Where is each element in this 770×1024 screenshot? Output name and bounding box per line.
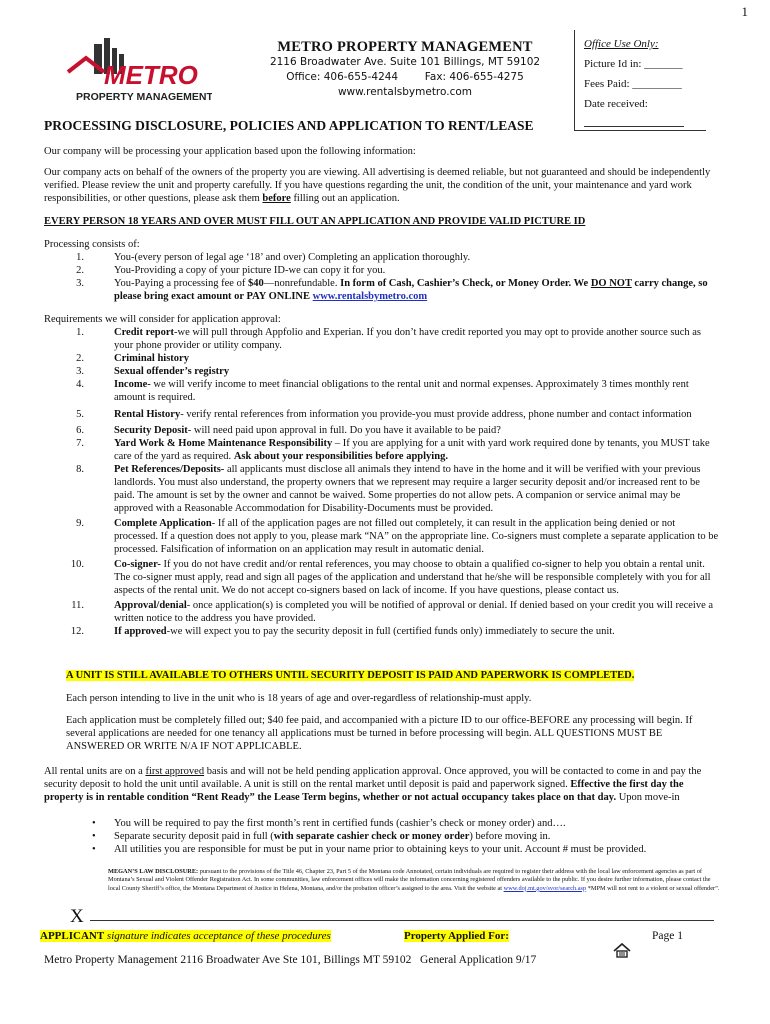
fees-paid-field[interactable]: Fees Paid: _________ — [584, 78, 682, 90]
list-item: • You will be required to pay the first month’s rent in certified funds (cashier’s check or money order) and…. — [92, 818, 566, 829]
unit-available-notice: A UNIT IS STILL AVAILABLE TO OTHERS UNTIL SECURITY DEPOSIT IS PAID AND PAPERWORK IS COMPLETED. — [66, 670, 635, 681]
pay-online-link[interactable]: www.rentalsbymetro.com — [312, 291, 428, 302]
company-address: 2116 Broadwater Ave. Suite 101 Billings, MT 59102 — [269, 56, 541, 68]
office-use-box — [574, 30, 706, 131]
equal-housing-icon — [612, 942, 632, 965]
page-footer: Metro Property Management 2116 Broadwater Ave Ste 101, Billings MT 59102 General Application 9/17 — [44, 954, 537, 966]
list-item: 11. Approval/denial- once application(s) is completed you will be notified of approval or denial. If denied based on your credit you will receive a written notice to the address you have provided. — [71, 600, 714, 624]
before-emphasis: before — [262, 193, 291, 204]
company-name: METRO PROPERTY MANAGEMENT — [277, 39, 533, 55]
requirements-heading: Requirements we will consider for application approval: — [44, 314, 281, 325]
date-received-blank[interactable] — [584, 116, 684, 127]
list-item: 1. You-(every person of legal age ‘18’ and over) Completing an application thoroughly. — [76, 252, 471, 263]
list-item: 8. Pet References/Deposits- all applicants must disclose all animals they intend to have in the home and it will be verified with your previous landlords. You must also understand, the property owners that we represent may require a larger security deposit and/or increased rent to be paid. The amount is set by the owner and cannot be waived. Some properties do not allow pets. A companion or service animal may be approved with a Reasonable Accommodation for Disability-Documents must be provided. — [76, 464, 701, 514]
requirements-list — [44, 326, 720, 638]
each-application-text: Each application must be completely filled out; $40 fee paid, and accompanied with a picture ID to our office-BEFORE any processing will begin. If several applications are needed for one tenancy all applications must be turned in before processing will begin. ALL QUESTIONS MUST BE ANSWERED OR WRITE N/A IF NOT APPLICABLE. — [66, 715, 693, 752]
logo-tagline: PROPERTY MANAGEMENT — [76, 91, 212, 103]
list-item: 12. If approved-we will expect you to pay the security deposit in full (certified funds only) immediately to secure the unit. — [70, 626, 615, 637]
company-website[interactable]: www.rentalsbymetro.com — [337, 86, 473, 98]
logo-word: METRO — [104, 60, 198, 90]
list-item: 9. Complete Application- If all of the application pages are not filled out completely, it can result in the application being denied or not processed. If a question does not apply to you, please mark “NA” on the appropriate line. Co-signers must complete a separate application to be processed. Falsification of information on an application may result in automatic denial. — [76, 518, 719, 555]
intro-1: Our company will be processing your application based upon the following information: — [44, 146, 416, 157]
picture-id-field[interactable]: Picture Id in: _______ — [584, 58, 683, 70]
list-item: 4. Income- we will verify income to meet financial obligations to the rental unit and normal expenses. Approximately 3 times monthly rent amount is required. — [76, 379, 689, 403]
company-header — [260, 40, 550, 100]
every-person-notice: EVERY PERSON 18 YEARS AND OVER MUST FILL OUT AN APPLICATION AND PROVIDE VALID PICTURE ID — [44, 216, 586, 227]
list-item: 1. Credit report-we will pull through Appfolio and Experian. If you don’t have credit reported you may opt to provide another source such as your phone provider or utility company. — [76, 327, 701, 351]
metro-logo — [62, 36, 212, 106]
processing-list — [44, 251, 720, 303]
list-item: 6. Security Deposit- will need paid upon approval in full. Do you have it available to be paid? — [76, 425, 501, 436]
page-number: 1 — [741, 4, 748, 19]
signature-x: X — [70, 906, 84, 927]
list-item: 10. Co-signer- If you do not have credit and/or rental references, you may choose to obtain a qualified co-signer to help you obtain a rental unit. The co-signer must apply, read and sign all pages of the application and understand that he/she will be responsible completely with you for all aspects of the rental unit. We do not accept co-signers based on lack of income. If you have questions, please contact us. — [70, 559, 711, 596]
company-phones: Office: 406-655-4244 Fax: 406-655-4275 — [286, 71, 524, 83]
list-item: 3. You-Paying a processing fee of $40—nonrefundable. In form of Cash, Cashier’s Check, or Money Order. We DO NOT carry change, so please bring exact amount or PAY ONLINE www.rentalsbymetro.com — [76, 278, 708, 302]
each-person-text: Each person intending to live in the unit who is 18 years of age and over-regardless of relationship-must apply. — [66, 693, 532, 704]
applicant-signature-label: APPLICANT signature indicates acceptance of these procedures — [40, 930, 331, 942]
intro-2: Our company acts on behalf of the owners of the property you are viewing. All advertising is deemed reliable, but not guaranteed and should be independently verified. Please review the unit and property carefully. If you have questions regarding the unit, the condition of the unit, your maintenance and yard work responsibilities, or other questions, please ask them before filling out an application. — [44, 167, 711, 204]
list-item: 2. You-Providing a copy of your picture ID-we can copy it for you. — [76, 265, 386, 276]
date-received-field[interactable]: Date received: — [584, 98, 648, 110]
list-item: • Separate security deposit paid in full (with separate cashier check or money order) before moving in. — [92, 831, 551, 842]
list-item: 2. Criminal history — [76, 353, 189, 364]
rental-basis-text: All rental units are on a first approved basis and will not be held pending application approval. Once approved, you will be contacted to come in and pay the security deposit to hold the unit until available. A unit is still on the rental market until deposit is paid and paperwork signed. Effective the first day the property is in rentable condition “Rent Ready” the Lease Term begins, whether or not actual occupancy takes place on that day. Upon move-in — [44, 766, 702, 803]
megans-law-disclosure: MEGAN’S LAW DISCLOSURE: pursuant to the provisions of the Title 46, Chapter 23, Part 5 of the Montana code Annotated, certain individuals are required to register their address with the local law enforcement agencies as part of Montana’s Sexual and Violent Offender Registration Act. In some communities, law enforcement offices will make the information concerning registered offenders available to the public. If you desire further information, please contact the local County Sheriff’s office, the Montana Department of Justice in Helena, Montana, and/or the probation officer’s assigned to the area. Visit the website at www.doj.mt.gov/svor/search.asp *MPM will not rent to a violent or sexual offender”. — [108, 868, 720, 892]
list-item: • All utilities you are responsible for must be put in your name prior to obtaining keys to your unit. Account # must be provided. — [92, 844, 647, 855]
list-item: 3. Sexual offender’s registry — [76, 366, 230, 377]
signature-line[interactable] — [90, 920, 714, 921]
office-use-heading: Office Use Only: — [584, 38, 659, 50]
page-title: PROCESSING DISCLOSURE, POLICIES AND APPLICATION TO RENT/LEASE — [44, 118, 534, 133]
list-item: 7. Yard Work & Home Maintenance Responsibility – If you are applying for a unit with yard work required done by tenants, you MUST take care of the yard as required. Ask about your responsibilities before applying. — [76, 438, 710, 462]
doj-link[interactable]: www.doj.mt.gov/svor/search.asp — [503, 884, 587, 892]
property-applied-for[interactable]: Property Applied For: — [404, 930, 509, 942]
move-in-bullets — [44, 817, 720, 856]
list-item: 5. Rental History- verify rental references from information you provide-you must provide address, phone number and contact information — [76, 409, 692, 420]
page-label: Page 1 — [652, 930, 683, 942]
processing-heading: Processing consists of: — [44, 239, 140, 250]
